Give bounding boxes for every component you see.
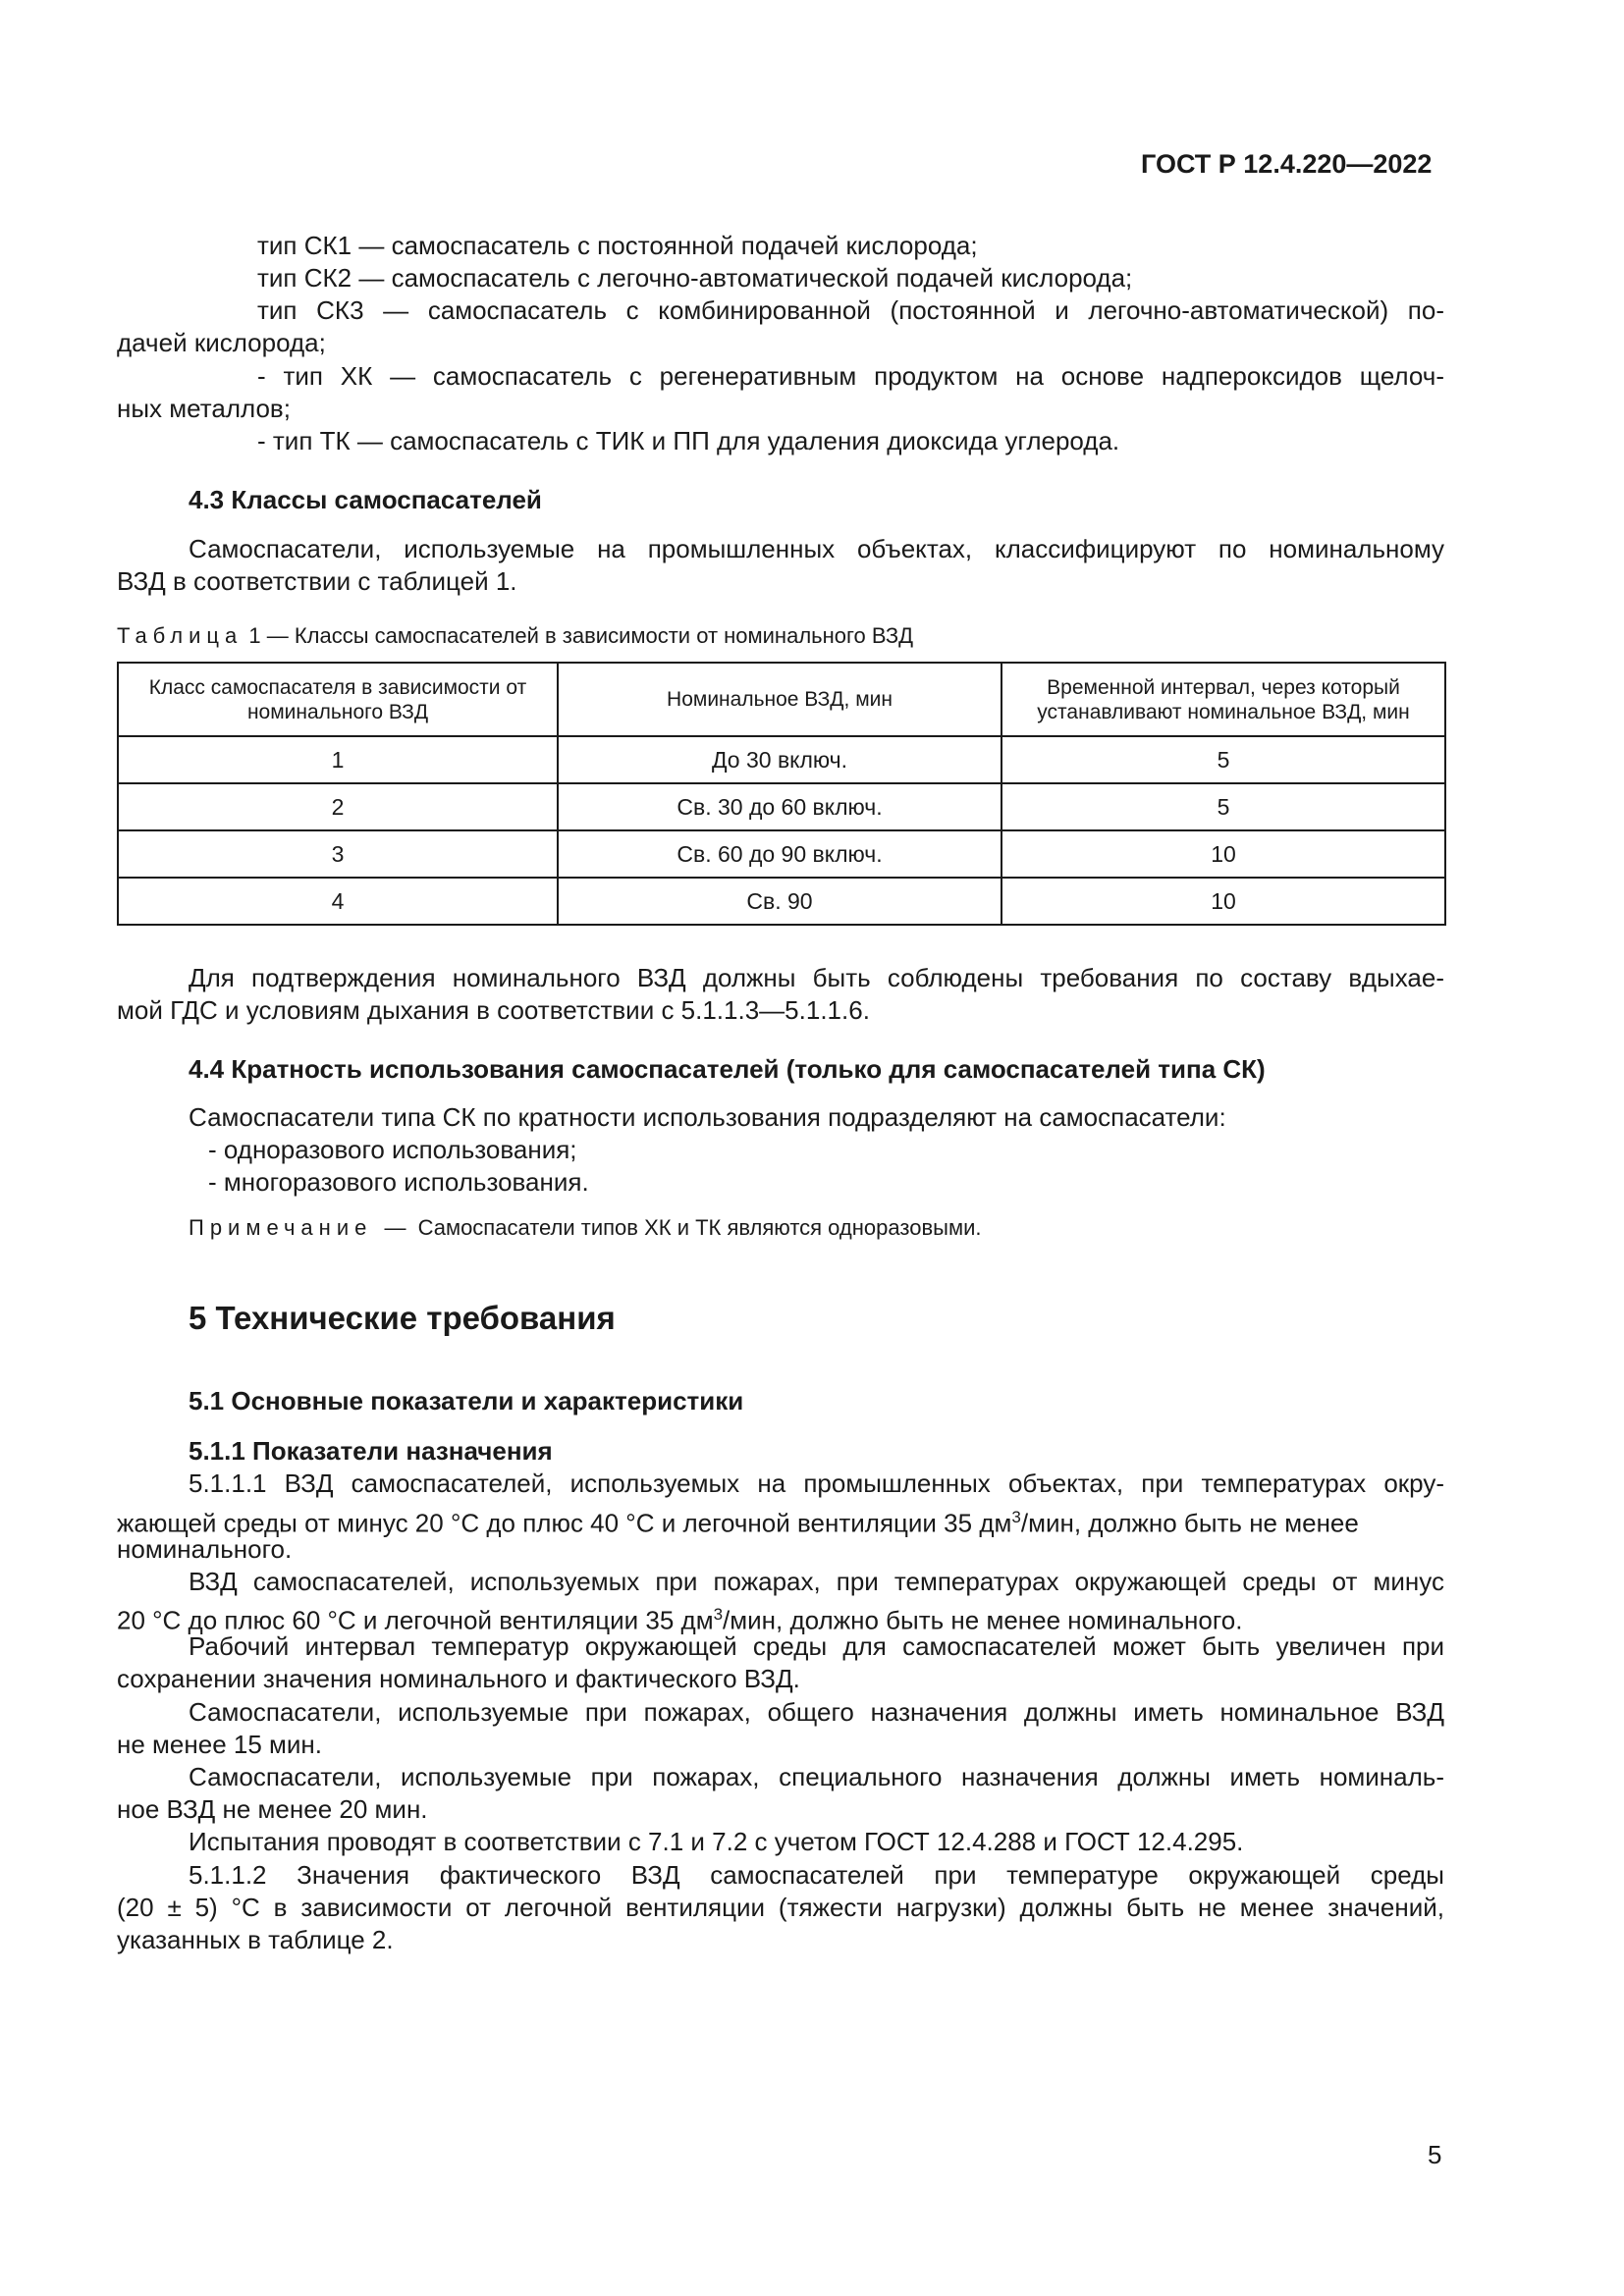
table-cell: 1 bbox=[118, 736, 558, 783]
list-item-single-use: - одноразового использования; bbox=[208, 1135, 577, 1164]
table-caption-label: Таблица bbox=[117, 623, 244, 648]
para-special-line1: Самоспасатели, используемые при пожарах, специального назначения должны иметь номиналь- bbox=[189, 1762, 1444, 1791]
para-4-3-line2: ВЗД в соответствии с таблицей 1. bbox=[117, 566, 517, 596]
table-cell: 10 bbox=[1001, 830, 1445, 878]
heading-5: 5 Технические требования bbox=[189, 1300, 616, 1336]
table-row bbox=[118, 830, 1445, 878]
para-5-1-1-2-line2: (20 ± 5) °С в зависимости от легочной вентиляции (тяжести нагрузки) должны быть не менее значений, bbox=[117, 1893, 1444, 1922]
table-header-cell: Класс самоспасателя в зависимости от номинального ВЗД bbox=[118, 663, 558, 736]
para-after-table-line2: мой ГДС и условиям дыхания в соответствии с 5.1.1.3—5.1.1.6. bbox=[117, 995, 870, 1025]
page-number: 5 bbox=[1428, 2140, 1442, 2169]
table-header-row bbox=[118, 663, 1445, 736]
heading-4-4: 4.4 Кратность использования самоспасателей (только для самоспасателей типа СК) bbox=[189, 1054, 1266, 1084]
table-cell: 4 bbox=[118, 878, 558, 925]
para-tests: Испытания проводят в соответствии с 7.1 и 7.2 с учетом ГОСТ 12.4.288 и ГОСТ 12.4.295. bbox=[189, 1827, 1244, 1856]
p2-line2-post: /мин, должно быть не менее номинального. bbox=[723, 1605, 1243, 1635]
table-caption bbox=[117, 622, 913, 650]
note-label: Примечание — bbox=[189, 1215, 412, 1240]
table-header-cell: Номинальное ВЗД, мин bbox=[558, 663, 1001, 736]
heading-5-1-1: 5.1.1 Показатели назначения bbox=[189, 1436, 553, 1466]
type-xk-line1: - тип ХК — самоспасатель с регенеративным продуктом на основе надпероксидов щелоч- bbox=[257, 361, 1444, 391]
para-5-1-1-2-line3: указанных в таблице 2. bbox=[117, 1925, 394, 1954]
para-5-1-1-1-line2 bbox=[117, 1501, 1359, 1540]
para-5-1-1-1-line1: 5.1.1.1 ВЗД самоспасателей, используемых на промышленных объектах, при температурах окру- bbox=[189, 1468, 1444, 1498]
note-text: Самоспасатели типов ХК и ТК являются одноразовыми. bbox=[417, 1215, 982, 1240]
p1-line2-post: /мин, должно быть не менее bbox=[1020, 1508, 1359, 1538]
table-cell: 5 bbox=[1001, 783, 1445, 830]
document-header: ГОСТ Р 12.4.220—2022 bbox=[1141, 149, 1433, 179]
table-header-cell: Временной интервал, через который устанавливают номинальное ВЗД, мин bbox=[1001, 663, 1445, 736]
type-tk: - тип ТК — самоспасатель с ТИК и ПП для удаления диоксида углерода. bbox=[257, 426, 1120, 455]
p1-line2-text: жающей среды от минус 20 °С до плюс 40 °С и легочной вентиляции 35 дм bbox=[117, 1508, 1012, 1538]
para-range-line1: Рабочий интервал температур окружающей среды для самоспасателей может быть увеличен при bbox=[189, 1631, 1444, 1661]
type-sk3-line2: дачей кислорода; bbox=[117, 328, 326, 357]
heading-5-1: 5.1 Основные показатели и характеристики bbox=[189, 1386, 744, 1415]
table-cell: 3 bbox=[118, 830, 558, 878]
para-4-3-line1: Самоспасатели, используемые на промышленных объектах, классифицируют по номинальному bbox=[189, 534, 1444, 563]
note bbox=[189, 1214, 981, 1242]
para-5-1-1-2-line1: 5.1.1.2 Значения фактического ВЗД самоспасателей при температуре окружающей среды bbox=[189, 1860, 1444, 1890]
type-xk-line2: ных металлов; bbox=[117, 394, 291, 423]
table-row bbox=[118, 736, 1445, 783]
type-sk3-line1: тип СК3 — самоспасатель с комбинированной (постоянной и легочно-автоматической) по- bbox=[257, 295, 1444, 325]
para-general-line1: Самоспасатели, используемые при пожарах, общего назначения должны иметь номинальное ВЗД bbox=[189, 1697, 1444, 1727]
table-row bbox=[118, 783, 1445, 830]
para-range-line2: сохранении значения номинального и фактического ВЗД. bbox=[117, 1664, 800, 1693]
para-fire-line1: ВЗД самоспасателей, используемых при пожарах, при температурах окружающей среды от минус bbox=[189, 1567, 1444, 1596]
type-sk1: тип СК1 — самоспасатель с постоянной подачей кислорода; bbox=[257, 231, 978, 260]
type-sk2: тип СК2 — самоспасатель с легочно-автоматической подачей кислорода; bbox=[257, 263, 1133, 293]
para-general-line2: не менее 15 мин. bbox=[117, 1730, 323, 1759]
table-row bbox=[118, 878, 1445, 925]
table-cell: 5 bbox=[1001, 736, 1445, 783]
table-cell: 2 bbox=[118, 783, 558, 830]
para-5-1-1-1-line3: номинального. bbox=[117, 1534, 293, 1564]
p2-superscript: 3 bbox=[713, 1605, 724, 1624]
table-cell: 10 bbox=[1001, 878, 1445, 925]
p1-superscript: 3 bbox=[1011, 1508, 1021, 1526]
para-4-4-intro: Самоспасатели типа СК по кратности использования подразделяют на самоспасатели: bbox=[189, 1102, 1226, 1132]
p2-line2-text: 20 °С до плюс 60 °С и легочной вентиляции 35 дм bbox=[117, 1605, 714, 1635]
list-item-multi-use: - многоразового использования. bbox=[208, 1167, 589, 1197]
table-cell: Св. 30 до 60 включ. bbox=[558, 783, 1001, 830]
table-cell: Св. 90 bbox=[558, 878, 1001, 925]
para-after-table-line1: Для подтверждения номинального ВЗД должны быть соблюдены требования по составу вдыхае- bbox=[189, 963, 1444, 992]
heading-4-3: 4.3 Классы самоспасателей bbox=[189, 485, 542, 514]
table-cell: Св. 60 до 90 включ. bbox=[558, 830, 1001, 878]
classes-table bbox=[117, 662, 1446, 926]
para-special-line2: ное ВЗД не менее 20 мин. bbox=[117, 1794, 428, 1824]
table-cell: До 30 включ. bbox=[558, 736, 1001, 783]
table-caption-text: 1 — Классы самоспасателей в зависимости от номинального ВЗД bbox=[248, 623, 914, 648]
